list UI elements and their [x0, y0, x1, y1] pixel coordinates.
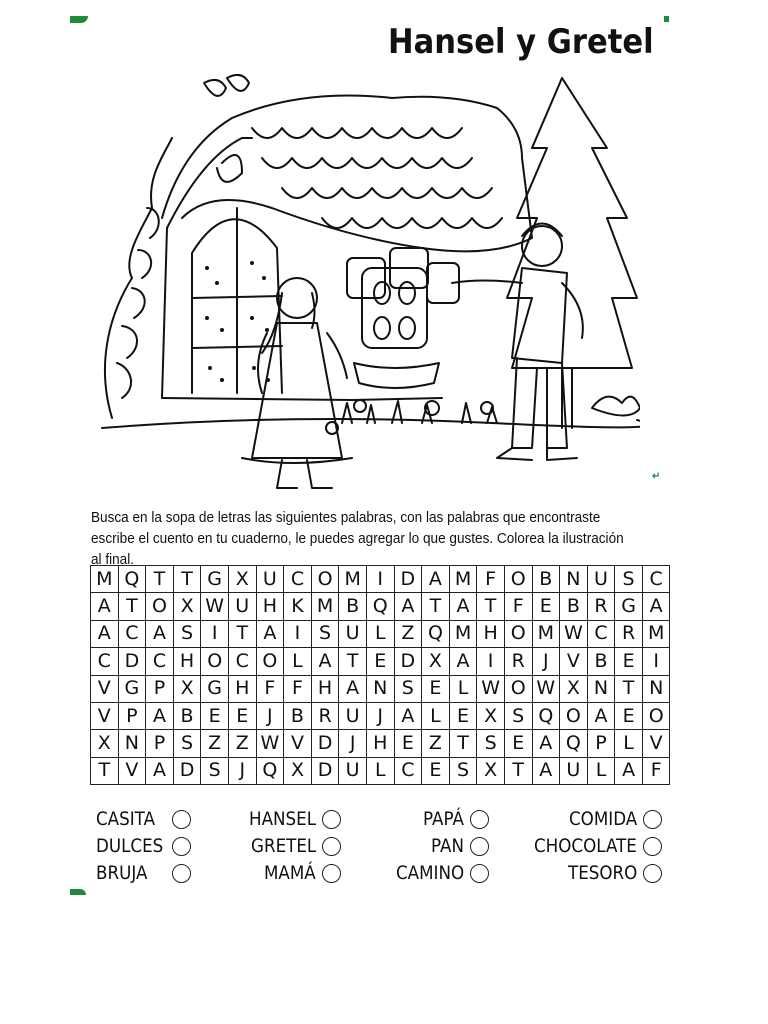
grid-cell: T — [477, 593, 505, 620]
grid-cell: A — [532, 730, 560, 757]
grid-cell: S — [173, 620, 201, 647]
grid-cell: H — [228, 675, 256, 702]
grid-cell: D — [394, 566, 422, 593]
corner-page-mark: ↵ — [652, 471, 661, 482]
grid-cell: L — [284, 648, 312, 675]
grid-cell: A — [91, 620, 119, 647]
grid-cell: C — [642, 566, 670, 593]
grid-cell: A — [91, 593, 119, 620]
grid-cell: E — [532, 593, 560, 620]
grid-cell: O — [560, 702, 588, 729]
grid-cell: L — [449, 675, 477, 702]
grid-cell: H — [311, 675, 339, 702]
grid-cell: L — [587, 757, 615, 784]
grid-cell: E — [201, 702, 229, 729]
grid-cell: G — [615, 593, 643, 620]
grid-row — [91, 648, 670, 675]
grid-cell: P — [118, 702, 146, 729]
grid-cell: G — [201, 566, 229, 593]
grid-cell: S — [311, 620, 339, 647]
grid-cell: N — [587, 675, 615, 702]
grid-cell: E — [422, 757, 450, 784]
grid-row — [91, 620, 670, 647]
grid-cell: F — [256, 675, 284, 702]
grid-cell: A — [449, 593, 477, 620]
grid-cell: M — [339, 566, 367, 593]
grid-cell: Z — [201, 730, 229, 757]
grid-cell: P — [146, 675, 174, 702]
grid-cell: Q — [366, 593, 394, 620]
grid-cell: H — [477, 620, 505, 647]
grid-cell: B — [173, 702, 201, 729]
grid-cell: P — [146, 730, 174, 757]
grid-cell: Z — [228, 730, 256, 757]
grid-cell: J — [532, 648, 560, 675]
grid-cell: Q — [422, 620, 450, 647]
grid-cell: S — [615, 566, 643, 593]
instructions-text: Busca en la sopa de letras las siguientes palabras, con las palabras que encontraste escribe el cuento en tu cuaderno, le puedes agregar lo que gustes. Colorea la ilustración al final. — [91, 510, 624, 568]
grid-row — [91, 730, 670, 757]
word-item: HANSEL — [248, 808, 316, 830]
grid-cell: C — [587, 620, 615, 647]
grid-cell: E — [366, 648, 394, 675]
grid-cell: E — [422, 675, 450, 702]
word-checkbox-circle[interactable] — [322, 837, 341, 856]
grid-cell: C — [146, 648, 174, 675]
grid-cell: D — [173, 757, 201, 784]
grid-cell: M — [311, 593, 339, 620]
grid-cell: N — [642, 675, 670, 702]
word-item: MAMÁ — [264, 862, 316, 884]
corner-mark-top-right — [664, 16, 669, 22]
grid-cell: H — [173, 648, 201, 675]
grid-cell: C — [284, 566, 312, 593]
grid-cell: I — [284, 620, 312, 647]
grid-cell: R — [504, 648, 532, 675]
word-item: TESORO — [567, 862, 637, 884]
grid-cell: A — [587, 702, 615, 729]
grid-cell: W — [256, 730, 284, 757]
word-item: CAMINO — [395, 862, 464, 884]
grid-cell: A — [615, 757, 643, 784]
grid-cell: T — [228, 620, 256, 647]
grid-cell: N — [560, 566, 588, 593]
grid-cell: U — [587, 566, 615, 593]
grid-cell: D — [311, 757, 339, 784]
grid-cell: X — [477, 702, 505, 729]
grid-cell: W — [532, 675, 560, 702]
grid-cell: X — [477, 757, 505, 784]
grid-cell: J — [256, 702, 284, 729]
grid-cell: V — [642, 730, 670, 757]
grid-cell: B — [560, 593, 588, 620]
grid-cell: X — [284, 757, 312, 784]
grid-cell: G — [201, 675, 229, 702]
word-item: GRETEL — [250, 835, 316, 857]
grid-cell: H — [366, 730, 394, 757]
grid-cell: O — [642, 702, 670, 729]
grid-cell: C — [228, 648, 256, 675]
grid-cell: Q — [560, 730, 588, 757]
grid-cell: P — [587, 730, 615, 757]
grid-cell: U — [560, 757, 588, 784]
grid-cell: G — [118, 675, 146, 702]
grid-cell: A — [449, 648, 477, 675]
grid-cell: A — [146, 702, 174, 729]
grid-cell: A — [256, 620, 284, 647]
grid-cell: I — [642, 648, 670, 675]
grid-cell: O — [311, 566, 339, 593]
word-checkbox-circle[interactable] — [322, 810, 341, 829]
grid-cell: M — [449, 620, 477, 647]
grid-cell: V — [118, 757, 146, 784]
grid-cell: T — [339, 648, 367, 675]
grid-cell: X — [173, 675, 201, 702]
grid-cell: M — [532, 620, 560, 647]
word-item: COMIDA — [568, 808, 637, 830]
word-checkbox-circle[interactable] — [470, 837, 489, 856]
grid-cell: F — [642, 757, 670, 784]
grid-cell: Z — [394, 620, 422, 647]
grid-cell: S — [477, 730, 505, 757]
grid-cell: M — [449, 566, 477, 593]
word-checkbox-circle[interactable] — [172, 837, 191, 856]
grid-cell: T — [422, 593, 450, 620]
grid-cell: I — [366, 566, 394, 593]
grid-cell: B — [284, 702, 312, 729]
grid-cell: Q — [256, 757, 284, 784]
grid-row — [91, 675, 670, 702]
grid-cell: A — [146, 620, 174, 647]
grid-cell: U — [339, 620, 367, 647]
grid-cell: V — [560, 648, 588, 675]
word-item: PAN — [431, 835, 464, 857]
grid-cell: O — [504, 566, 532, 593]
grid-cell: S — [504, 702, 532, 729]
grid-cell: C — [118, 620, 146, 647]
grid-cell: U — [339, 757, 367, 784]
grid-cell: W — [201, 593, 229, 620]
word-checkbox-circle[interactable] — [470, 810, 489, 829]
hansel-gretel-illustration — [92, 68, 640, 506]
grid-cell: A — [339, 675, 367, 702]
grid-row — [91, 593, 670, 620]
grid-cell: E — [228, 702, 256, 729]
grid-cell: J — [228, 757, 256, 784]
word-item: CHOCOLATE — [534, 835, 637, 857]
grid-row — [91, 757, 670, 784]
grid-cell: Q — [118, 566, 146, 593]
grid-cell: U — [228, 593, 256, 620]
grid-cell: I — [477, 648, 505, 675]
word-item: DULCES — [96, 835, 164, 857]
grid-cell: A — [642, 593, 670, 620]
grid-cell: F — [284, 675, 312, 702]
grid-cell: R — [615, 620, 643, 647]
word-search-grid — [90, 565, 670, 785]
grid-cell: Z — [422, 730, 450, 757]
grid-cell: S — [201, 757, 229, 784]
grid-cell: O — [256, 648, 284, 675]
grid-cell: W — [560, 620, 588, 647]
grid-cell: V — [91, 675, 119, 702]
word-item: CASITA — [96, 808, 156, 830]
grid-cell: S — [394, 675, 422, 702]
grid-cell: A — [532, 757, 560, 784]
grid-cell: E — [394, 730, 422, 757]
grid-cell: S — [449, 757, 477, 784]
grid-cell: I — [201, 620, 229, 647]
grid-cell: M — [91, 566, 119, 593]
grid-cell: A — [311, 648, 339, 675]
grid-cell: X — [422, 648, 450, 675]
word-checkbox-circle[interactable] — [322, 864, 341, 883]
grid-cell: T — [449, 730, 477, 757]
grid-cell: A — [146, 757, 174, 784]
word-checkbox-circle[interactable] — [172, 810, 191, 829]
grid-cell: E — [615, 648, 643, 675]
grid-cell: D — [311, 730, 339, 757]
grid-cell: A — [394, 593, 422, 620]
grid-cell: N — [366, 675, 394, 702]
grid-cell: C — [91, 648, 119, 675]
word-list — [86, 806, 676, 891]
grid-cell: X — [91, 730, 119, 757]
grid-cell: F — [504, 593, 532, 620]
grid-cell: D — [118, 648, 146, 675]
grid-row — [91, 566, 670, 593]
word-checkbox-circle[interactable] — [172, 864, 191, 883]
grid-cell: L — [366, 757, 394, 784]
grid-cell: R — [311, 702, 339, 729]
page-title: Hansel y Gretel — [388, 22, 654, 62]
grid-cell: Q — [532, 702, 560, 729]
grid-cell: X — [173, 593, 201, 620]
grid-cell: W — [477, 675, 505, 702]
grid-cell: L — [615, 730, 643, 757]
word-checkbox-circle[interactable] — [643, 837, 662, 856]
grid-cell: M — [642, 620, 670, 647]
grid-cell: J — [366, 702, 394, 729]
grid-cell: E — [449, 702, 477, 729]
grid-cell: D — [394, 648, 422, 675]
grid-cell: O — [504, 675, 532, 702]
grid-cell: T — [504, 757, 532, 784]
word-checkbox-circle[interactable] — [643, 810, 662, 829]
grid-cell: T — [118, 593, 146, 620]
grid-cell: A — [422, 566, 450, 593]
grid-cell: X — [560, 675, 588, 702]
corner-mark-bottom-left — [70, 889, 86, 895]
grid-cell: L — [366, 620, 394, 647]
grid-cell: U — [339, 702, 367, 729]
grid-row — [91, 702, 670, 729]
grid-cell: T — [615, 675, 643, 702]
grid-cell: T — [91, 757, 119, 784]
grid-cell: V — [284, 730, 312, 757]
grid-cell: F — [477, 566, 505, 593]
grid-cell: O — [201, 648, 229, 675]
grid-cell: L — [422, 702, 450, 729]
grid-cell: B — [532, 566, 560, 593]
grid-cell: O — [504, 620, 532, 647]
grid-cell: H — [256, 593, 284, 620]
word-item: PAPÁ — [423, 808, 464, 830]
grid-cell: N — [118, 730, 146, 757]
grid-cell: B — [339, 593, 367, 620]
grid-cell: T — [146, 566, 174, 593]
grid-cell: S — [173, 730, 201, 757]
grid-cell: A — [394, 702, 422, 729]
grid-cell: E — [504, 730, 532, 757]
grid-cell: B — [587, 648, 615, 675]
grid-cell: U — [256, 566, 284, 593]
word-checkbox-circle[interactable] — [470, 864, 489, 883]
grid-cell: K — [284, 593, 312, 620]
grid-cell: X — [228, 566, 256, 593]
grid-cell: V — [91, 702, 119, 729]
grid-cell: T — [173, 566, 201, 593]
grid-cell: E — [615, 702, 643, 729]
grid-cell: O — [146, 593, 174, 620]
word-item: BRUJA — [96, 862, 148, 884]
grid-cell: C — [394, 757, 422, 784]
word-checkbox-circle[interactable] — [643, 864, 662, 883]
grid-cell: R — [587, 593, 615, 620]
grid-cell: J — [339, 730, 367, 757]
